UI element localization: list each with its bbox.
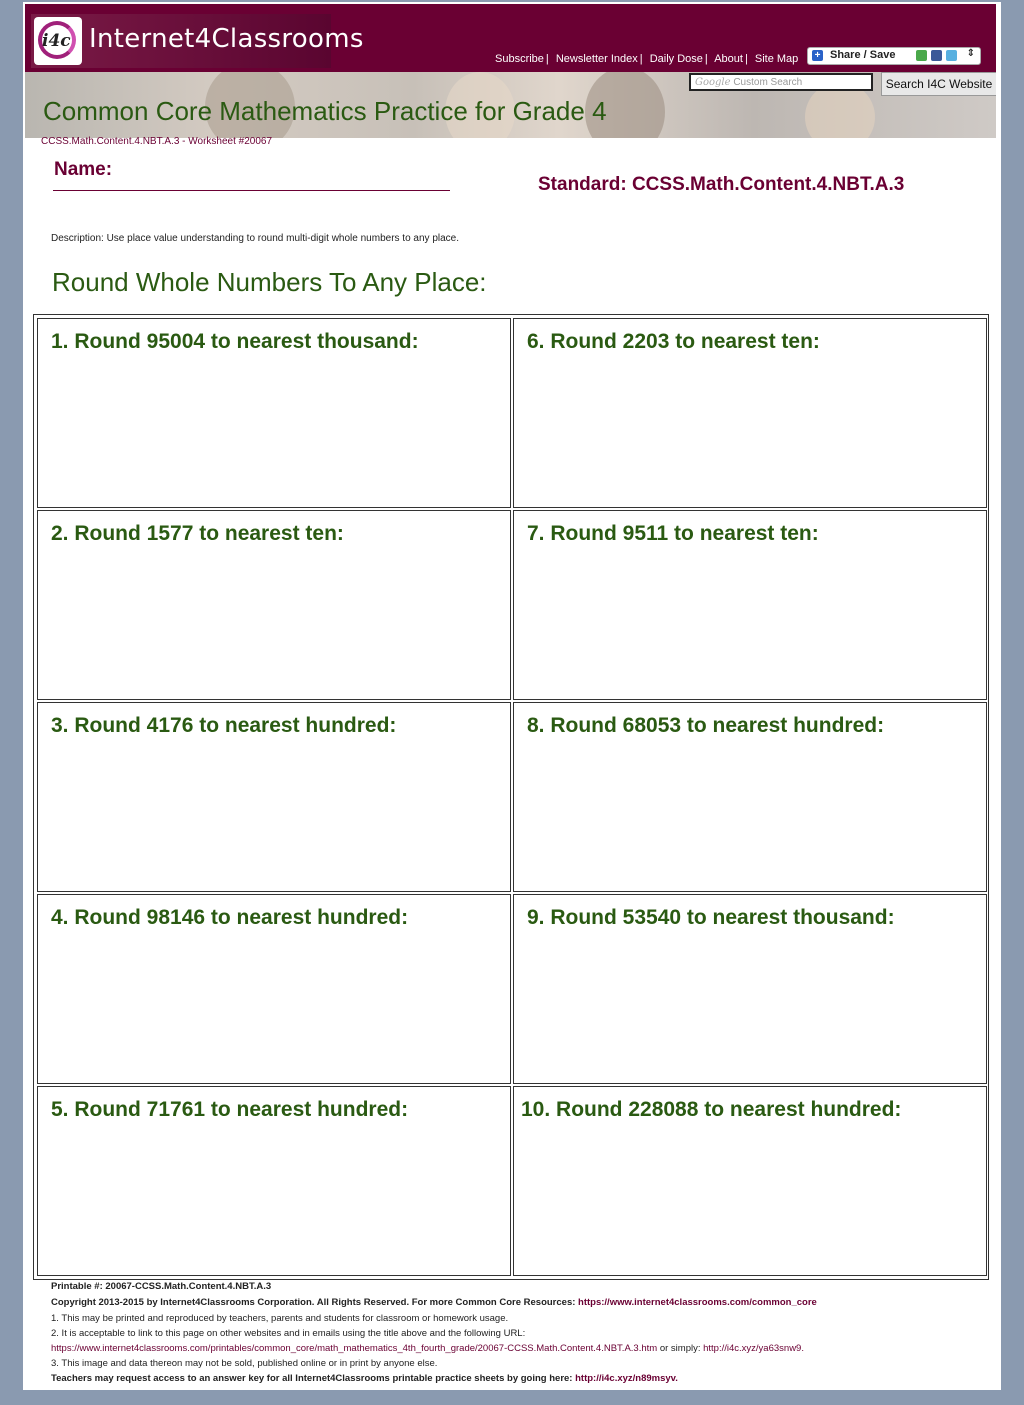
problem-cell	[513, 1086, 987, 1276]
problem-text: 8. Round 68053 to nearest hundred:	[527, 714, 885, 737]
problem-text: 10. Round 228088 to nearest hundred:	[521, 1098, 902, 1121]
site-logo[interactable]	[31, 14, 364, 68]
logo-badge-text: i4c	[42, 31, 71, 51]
common-core-link[interactable]: https://www.internet4classrooms.com/common_core	[578, 1297, 817, 1308]
banner	[25, 72, 996, 138]
problem-text: 5. Round 71761 to nearest hundred:	[51, 1098, 409, 1121]
problem-cell	[37, 510, 511, 700]
problem-cell	[37, 1086, 511, 1276]
nav-site-map[interactable]: Site Map	[754, 53, 799, 65]
search-input[interactable]	[689, 73, 873, 91]
printable-number: Printable #: 20067-CCSS.Math.Content.4.NBT.A.3	[51, 1281, 272, 1292]
problem-text: 6. Round 2203 to nearest ten:	[527, 330, 820, 353]
nav-newsletter-index[interactable]: Newsletter Index	[555, 53, 638, 65]
problem-text: 9. Round 53540 to nearest thousand:	[527, 906, 895, 929]
or-simply-text: or simply:	[659, 1343, 701, 1354]
teachers-note	[51, 1373, 678, 1384]
problem-text: 7. Round 9511 to nearest ten:	[527, 522, 819, 545]
name-line	[53, 190, 450, 191]
answer-key-link[interactable]: http://i4c.xyz/n89msyv.	[575, 1373, 678, 1384]
twitter-icon[interactable]	[946, 50, 957, 61]
problem-grid	[33, 314, 989, 1280]
google-brand: Google	[695, 77, 731, 88]
logo-badge	[34, 17, 82, 65]
problem-cell	[513, 318, 987, 508]
problem-cell	[37, 702, 511, 892]
problem-cell	[513, 510, 987, 700]
worksheet-url-link[interactable]: https://www.internet4classrooms.com/printables/common_core/math_mathematics_4th_fourth_grade/20067-CCSS.Math.Content.4.NBT.A.3.htm	[51, 1343, 658, 1354]
problem-cell	[513, 894, 987, 1084]
search-button[interactable]: Search I4C Website	[881, 72, 996, 96]
nav-subscribe[interactable]: Subscribe	[495, 53, 544, 65]
breadcrumb: CCSS.Math.Content.4.NBT.A.3 - Worksheet #20067	[41, 136, 273, 147]
url-line	[51, 1343, 804, 1354]
problem-text: 1. Round 95004 to nearest thousand:	[51, 330, 419, 353]
copyright-text: Copyright 2013-2015 by Internet4Classrooms Corporation. All Rights Reserved. For more Common Core Resources:	[51, 1297, 576, 1308]
short-url-link[interactable]: http://i4c.xyz/ya63snw9.	[703, 1343, 804, 1354]
plus-icon: +	[812, 50, 823, 61]
note-2: 2. It is acceptable to link to this page on other websites and in emails using the title above and the following URL:	[51, 1328, 526, 1339]
share-save-button[interactable]	[807, 47, 981, 65]
page	[23, 2, 1001, 1390]
page-title: Common Core Mathematics Practice for Grade 4	[43, 96, 607, 126]
site-header	[25, 4, 996, 72]
problem-text: 2. Round 1577 to nearest ten:	[51, 522, 344, 545]
email-share-icon[interactable]	[916, 50, 927, 61]
description: Description: Use place value understanding to round multi-digit whole numbers to any place.	[51, 233, 460, 244]
problem-cell	[37, 894, 511, 1084]
chevron-updown-icon[interactable]: ⇕	[966, 48, 975, 59]
section-title: Round Whole Numbers To Any Place:	[52, 267, 487, 297]
top-nav: Subscribe | Newsletter Index | Daily Dose | About | Site Map	[495, 53, 799, 65]
search-placeholder: Custom Search	[733, 77, 803, 88]
note-1: 1. This may be printed and reproduced by teachers, parents and students for classroom or homework usage.	[51, 1313, 509, 1324]
name-label: Name:	[54, 159, 113, 180]
facebook-icon[interactable]	[931, 50, 942, 61]
problem-text: 3. Round 4176 to nearest hundred:	[51, 714, 397, 737]
standard-label: Standard: CCSS.Math.Content.4.NBT.A.3	[538, 174, 905, 195]
teachers-text: Teachers may request access to an answer key for all Internet4Classrooms printable practice sheets by going here:	[51, 1373, 573, 1384]
copyright	[51, 1297, 817, 1308]
note-3: 3. This image and data thereon may not be sold, published online or in print by anyone else.	[51, 1358, 438, 1369]
nav-daily-dose[interactable]: Daily Dose	[649, 53, 703, 65]
problem-text: 4. Round 98146 to nearest hundred:	[51, 906, 409, 929]
logo-name: Internet4Classrooms	[89, 24, 364, 54]
problem-cell	[513, 702, 987, 892]
share-label: Share / Save	[830, 49, 896, 61]
problem-cell	[37, 318, 511, 508]
nav-about[interactable]: About	[714, 53, 743, 65]
